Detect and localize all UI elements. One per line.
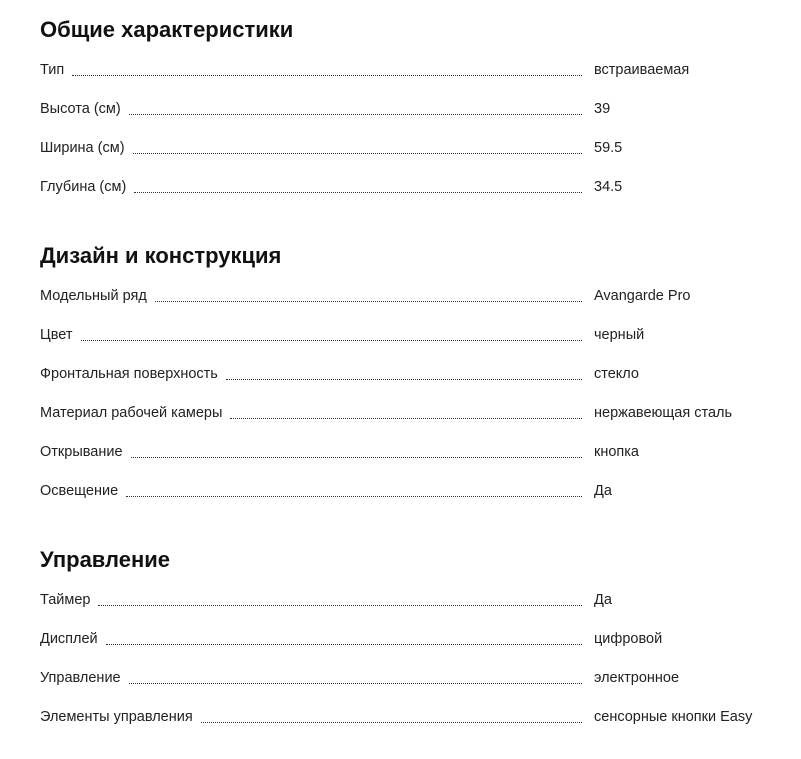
spec-value: черный [594,327,645,343]
spec-row [40,139,770,178]
dotted-leader [129,100,582,115]
spec-row [40,404,770,443]
spec-value: 39 [594,101,611,117]
spec-value: Да [594,483,612,499]
spec-value: цифровой [594,631,663,647]
section-controls [40,546,770,747]
spec-name: Дисплей [40,630,106,648]
spec-row [40,365,770,404]
spec-value: встраиваемая [594,62,690,78]
spec-name: Освещение [40,482,126,500]
spec-row [40,178,770,217]
spec-row [40,100,770,139]
spec-row [40,669,770,708]
spec-name: Фронтальная поверхность [40,365,226,383]
dotted-leader [133,139,582,154]
spec-value: Да [594,592,612,608]
dotted-leader [131,443,582,458]
spec-name: Цвет [40,326,81,344]
dotted-leader [126,482,582,497]
spec-name: Тип [40,61,72,79]
spec-name: Управление [40,669,129,687]
spec-name: Элементы управления [40,708,201,726]
spec-value: 59.5 [594,140,623,156]
dotted-leader [226,365,582,380]
dotted-leader [230,404,582,419]
spec-row [40,591,770,630]
dotted-leader [129,669,582,684]
spec-row [40,708,770,747]
spec-value: Avangarde Pro [594,288,691,304]
spec-value: электронное [594,670,680,686]
spec-name: Глубина (см) [40,178,134,196]
spec-name: Высота (см) [40,100,129,118]
section-design [40,242,770,521]
spec-value: кнопка [594,444,639,460]
section-general [40,16,770,217]
spec-row [40,287,770,326]
spec-name: Таймер [40,591,98,609]
section-title: Управление [40,547,171,572]
dotted-leader [98,591,582,606]
spec-row [40,61,770,100]
dotted-leader [106,630,582,645]
dotted-leader [134,178,582,193]
spec-value: стекло [594,366,639,382]
dotted-leader [201,708,582,723]
section-title: Дизайн и конструкция [40,243,282,268]
spec-row [40,630,770,669]
spec-name: Ширина (см) [40,139,133,157]
spec-row [40,443,770,482]
spec-value: сенсорные кнопки Easy [594,709,753,725]
spec-value: 34.5 [594,179,623,195]
spec-row [40,482,770,521]
dotted-leader [72,61,582,76]
spec-name: Материал рабочей камеры [40,404,230,422]
spec-name: Модельный ряд [40,287,155,305]
dotted-leader [155,287,582,302]
spec-row [40,326,770,365]
section-title: Общие характеристики [40,17,294,42]
spec-name: Открывание [40,443,131,461]
dotted-leader [81,326,583,341]
spec-value: нержавеющая сталь [594,405,733,421]
